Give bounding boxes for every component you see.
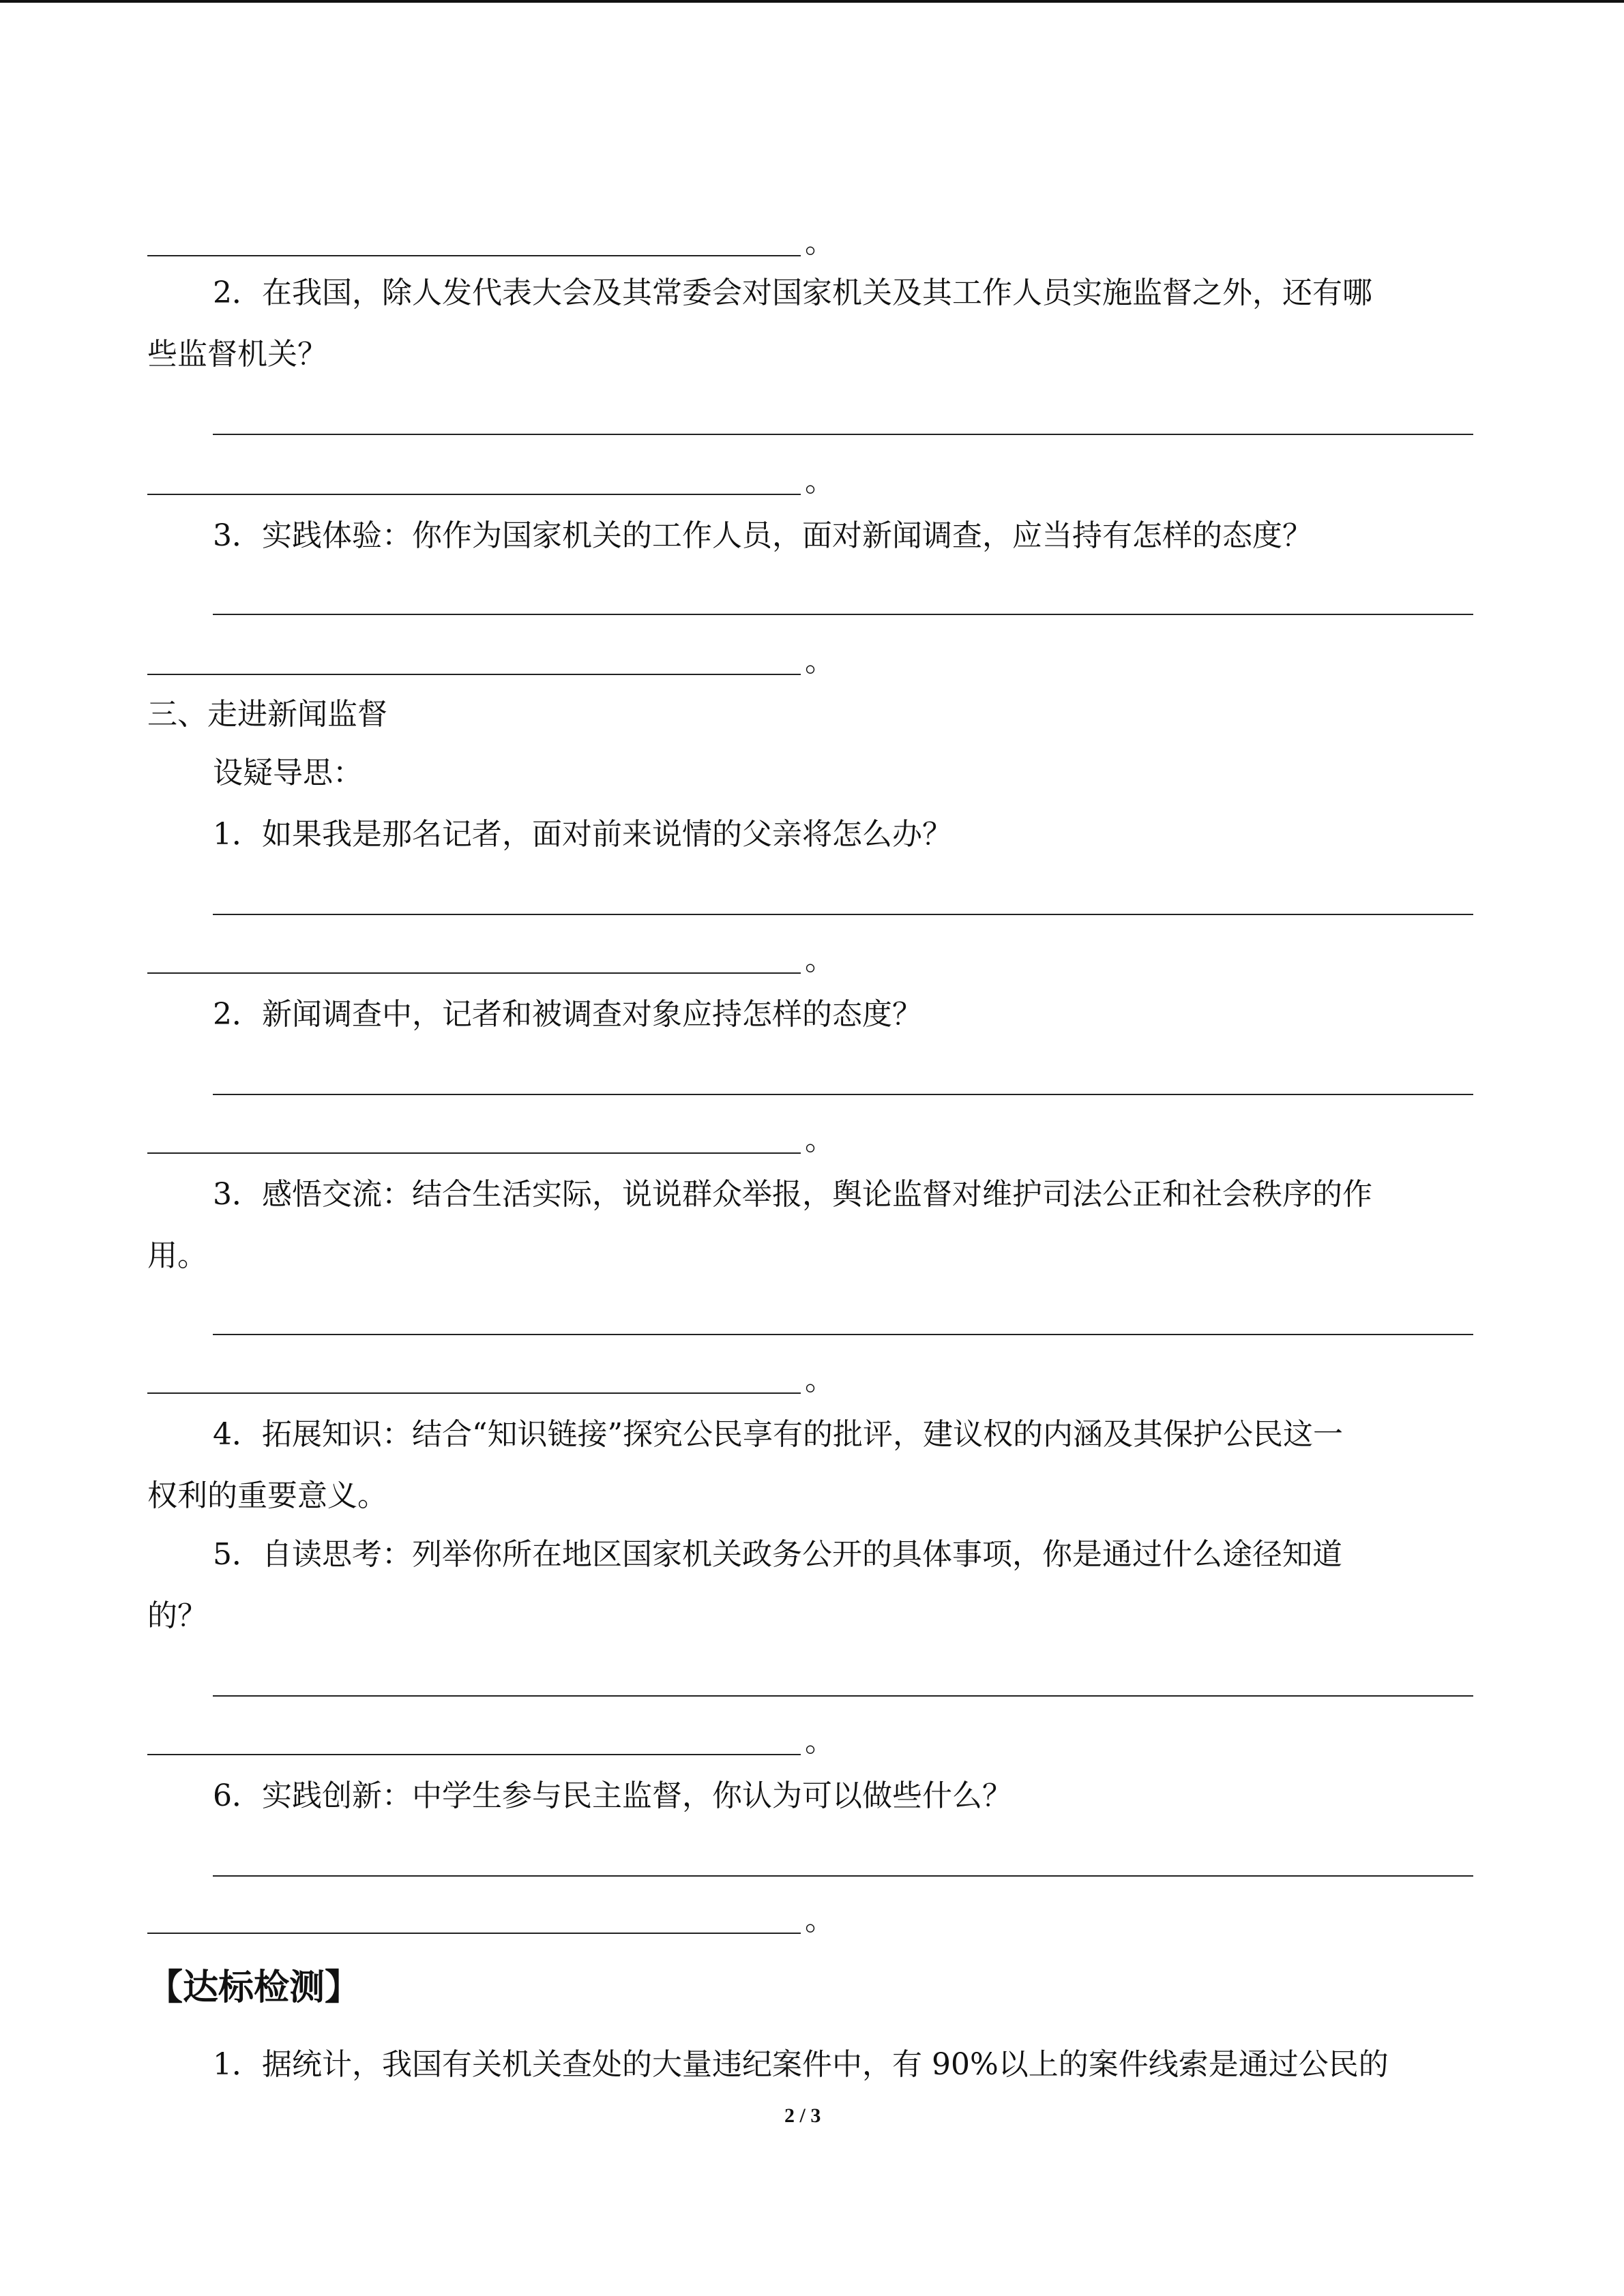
question-3: 3．实践体验：你作为国家机关的工作人员，面对新闻调查，应当持有怎样的态度？ xyxy=(213,518,1312,553)
period-mark: 。 xyxy=(805,464,835,498)
answer-line[interactable] xyxy=(147,494,801,495)
period-mark: 。 xyxy=(805,1122,835,1157)
answer-line[interactable] xyxy=(147,674,801,675)
period-mark: 。 xyxy=(805,1362,835,1397)
s3-question-3-line1: 3．感悟交流：结合生活实际，说说群众举报，舆论监督对维护司法公正和社会秩序的作 xyxy=(213,1177,1372,1212)
guide-label: 设疑导思： xyxy=(213,756,363,790)
section-heading: 三、走进新闻监督 xyxy=(147,697,387,732)
answer-line[interactable] xyxy=(147,1754,801,1755)
answer-line[interactable] xyxy=(147,255,801,256)
s3-question-4-line2: 权利的重要意义。 xyxy=(147,1478,387,1513)
period-mark: 。 xyxy=(805,225,835,260)
answer-line[interactable] xyxy=(213,1695,1473,1697)
period-mark: 。 xyxy=(805,1724,835,1759)
answer-line[interactable] xyxy=(213,914,1473,915)
s3-question-6: 6．实践创新：中学生参与民主监督，你认为可以做些什么？ xyxy=(213,1778,1012,1813)
top-border xyxy=(0,0,1624,3)
answer-line[interactable] xyxy=(213,614,1473,615)
period-mark: 。 xyxy=(805,644,835,679)
s3-question-5-line1: 5．自读思考：列举你所在地区国家机关政务公开的具体事项，你是通过什么途径知道 xyxy=(213,1537,1342,1572)
answer-line[interactable] xyxy=(213,1875,1473,1877)
answer-line[interactable] xyxy=(213,434,1473,435)
s3-question-1: 1．如果我是那名记者，面对前来说情的父亲将怎么办？ xyxy=(213,817,952,852)
test-section-heading: 【达标检测】 xyxy=(147,1967,361,2008)
test-question-1: 1．据统计，我国有关机关查处的大量违纪案件中，有 90%以上的案件线索是通过公民的 xyxy=(213,2047,1389,2082)
answer-line[interactable] xyxy=(213,1334,1473,1335)
answer-line[interactable] xyxy=(147,1933,801,1934)
s3-question-5-line2: 的？ xyxy=(147,1598,207,1633)
answer-line[interactable] xyxy=(213,1094,1473,1095)
question-2-line2: 些监督机关？ xyxy=(147,337,327,372)
page-number: 2 / 3 xyxy=(784,2104,821,2127)
answer-line[interactable] xyxy=(147,972,801,974)
s3-question-4-line1: 4．拓展知识：结合“知识链接”探究公民享有的批评，建议权的内涵及其保护公民这一 xyxy=(213,1417,1343,1452)
period-mark: 。 xyxy=(805,1903,835,1937)
s3-question-2: 2．新闻调查中，记者和被调查对象应持怎样的态度？ xyxy=(213,997,922,1032)
s3-question-3-line2: 用。 xyxy=(147,1238,207,1273)
question-2-line1: 2．在我国，除人发代表大会及其常委会对国家机关及其工作人员实施监督之外，还有哪 xyxy=(213,275,1372,310)
answer-line[interactable] xyxy=(147,1392,801,1394)
answer-line[interactable] xyxy=(147,1152,801,1154)
period-mark: 。 xyxy=(805,942,835,977)
